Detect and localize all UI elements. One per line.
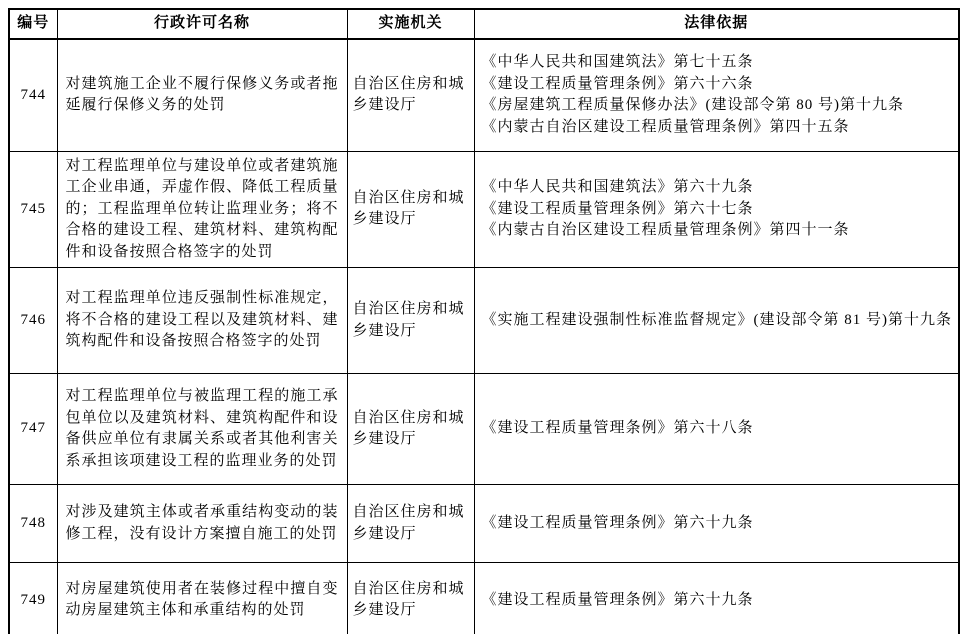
cell-legal-basis [474,39,959,151]
cell-number: 749 [9,563,57,634]
cell-agency: 自治区住房和城乡建设厅 [347,374,474,485]
cell-permit-name: 对工程监理单位与建设单位或者建筑施工企业串通，弄虚作假、降低工程质量的；工程监理单位转让监理业务；将不合格的建设工程、建筑材料、建筑构配件和设备按照合格签字的处罚 [57,151,347,268]
table-row-746 [9,268,959,374]
cell-agency: 自治区住房和城乡建设厅 [347,151,474,268]
cell-number: 745 [9,151,57,268]
cell-legal-basis [474,374,959,485]
cell-permit-name: 对建筑施工企业不履行保修义务或者拖延履行保修义务的处罚 [57,39,347,151]
table-row-747 [9,374,959,485]
cell-number: 746 [9,268,57,374]
cell-number: 748 [9,485,57,563]
header-legal-basis: 法律依据 [474,9,959,39]
legal-basis-line: 《建设工程质量管理条例》第六十七条 [481,200,754,217]
cell-agency: 自治区住房和城乡建设厅 [347,563,474,634]
table-row-748 [9,485,959,563]
legal-basis-line: 《中华人民共和国建筑法》第七十五条 [481,54,754,71]
legal-basis-line: 《建设工程质量管理条例》第六十八条 [481,420,754,437]
cell-permit-name: 对涉及建筑主体或者承重结构变动的装修工程，没有设计方案擅自施工的处罚 [57,485,347,563]
header-agency: 实施机关 [347,9,474,39]
legal-basis-line: 《中华人民共和国建筑法》第六十九条 [481,179,754,195]
legal-basis-line: 《建设工程质量管理条例》第六十九条 [481,514,754,531]
legal-basis-line: 《实施工程建设强制性标准监督规定》(建设部令第 81 号)第十九条 [481,311,952,328]
cell-legal-basis [474,563,959,634]
cell-legal-basis [474,485,959,563]
cell-number: 747 [9,374,57,485]
legal-basis-line: 《建设工程质量管理条例》第六十六条 [481,75,754,92]
cell-legal-basis [474,151,959,268]
header-number: 编号 [9,9,57,39]
cell-agency: 自治区住房和城乡建设厅 [347,485,474,563]
cell-permit-name: 对工程监理单位与被监理工程的施工承包单位以及建筑材料、建筑构配件和设备供应单位有隶属关系或者其他利害关系承担该项建设工程的监理业务的处罚 [57,374,347,485]
cell-number: 744 [9,39,57,151]
table-row-744 [9,39,959,151]
cell-agency: 自治区住房和城乡建设厅 [347,268,474,374]
cell-legal-basis [474,268,959,374]
legal-basis-line: 《建设工程质量管理条例》第六十九条 [481,591,754,608]
header-permit-name: 行政许可名称 [57,9,347,39]
administrative-penalties-table [8,8,960,634]
legal-basis-line: 《内蒙古自治区建设工程质量管理条例》第四十五条 [481,118,850,135]
table-row-749 [9,563,959,634]
legal-basis-line: 《房屋建筑工程质量保修办法》(建设部令第 80 号)第十九条 [481,97,904,114]
header-row [9,9,959,39]
cell-agency: 自治区住房和城乡建设厅 [347,39,474,151]
legal-basis-line: 《内蒙古自治区建设工程质量管理条例》第四十一条 [481,222,850,238]
cell-permit-name: 对工程监理单位违反强制性标准规定，将不合格的建设工程以及建筑材料、建筑构配件和设备按照合格签字的处罚 [57,268,347,374]
table-row-745 [9,151,959,268]
cell-permit-name: 对房屋建筑使用者在装修过程中擅自变动房屋建筑主体和承重结构的处罚 [57,563,347,634]
